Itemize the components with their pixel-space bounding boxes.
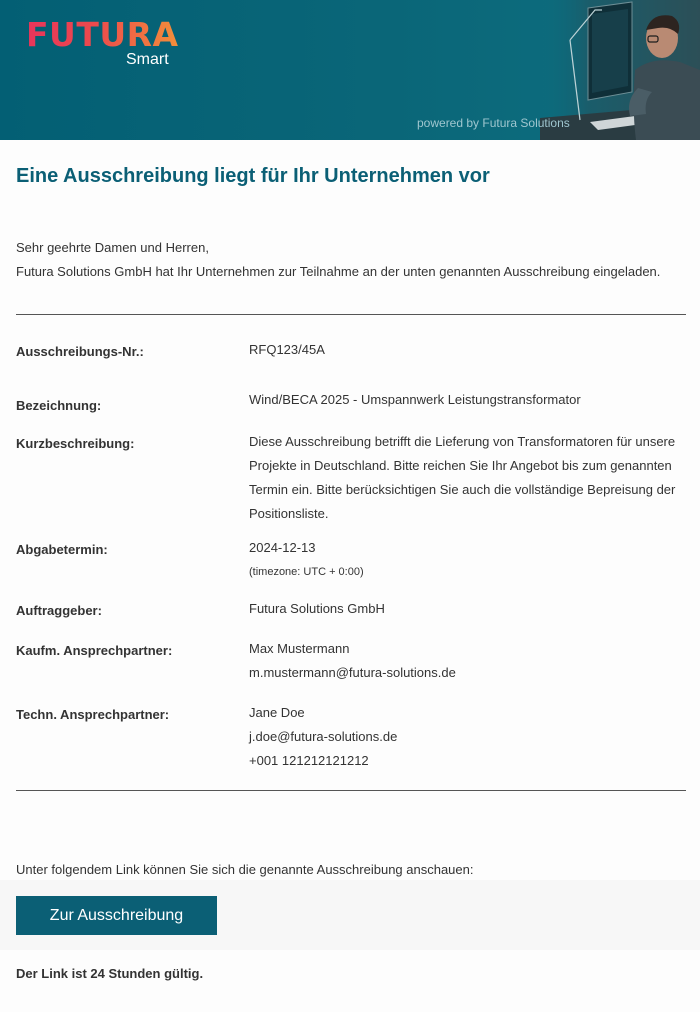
futura-smart-logo [26,15,179,68]
divider-top [16,314,686,315]
client-value: Futura Solutions GmbH [249,601,385,616]
title-value: Wind/BECA 2025 - Umspannwerk Leistungstransformator [249,392,581,407]
title-label: Bezeichnung: [16,398,102,413]
email-header-banner [0,0,700,140]
technical-contact-email[interactable]: j.doe@futura-solutions.de [249,729,398,744]
commercial-contact-email[interactable]: m.mustermann@futura-solutions.de [249,665,456,680]
open-tender-button[interactable]: Zur Ausschreibung [16,896,217,935]
commercial-contact-block [249,637,686,685]
powered-by-text: powered by Futura Solutions [417,116,570,130]
deadline-label: Abgabetermin: [16,542,108,557]
technical-contact-phone: +001 121212121212 [249,753,369,768]
rfq-value: RFQ123/45A [249,342,325,357]
divider-bottom [16,790,686,791]
salutation-text: Sehr geehrte Damen und Herren, [16,240,209,255]
deadline-date: 2024-12-13 [249,540,316,555]
link-intro-text: Unter folgendem Link können Sie sich die genannte Ausschreibung anschauen: [16,862,474,877]
technical-contact-label: Techn. Ansprechpartner: [16,707,170,722]
logo-wordmark: FUTURA [26,15,179,54]
client-label: Auftraggeber: [16,603,102,618]
rfq-label: Ausschreibungs-Nr.: [16,344,144,359]
summary-label: Kurzbeschreibung: [16,436,135,451]
link-validity-note: Der Link ist 24 Stunden gültig. [16,966,204,981]
email-headline: Eine Ausschreibung liegt für Ihr Unternehmen vor [16,165,490,187]
email-body [0,140,700,1012]
technical-contact-name: Jane Doe [249,705,305,720]
logo-subtitle: Smart [126,51,169,68]
summary-value: Diese Ausschreibung betrifft die Lieferung von Transformatoren für unsere Projekte in Deutschland. Bitte reichen Sie Ihr Angebot bis zum genannten Termin ein. Bitte berücksichtigen Sie auch die vollständige Bepreisung der Positionsliste. [249,434,676,521]
deadline-timezone: (timezone: UTC + 0:00) [249,566,364,578]
invitation-text: Futura Solutions GmbH hat Ihr Unternehmen zur Teilnahme an der unten genannten Ausschreibung eingeladen. [16,264,661,279]
commercial-contact-name: Max Mustermann [249,641,350,656]
technical-contact-block [249,701,686,773]
commercial-contact-label: Kaufm. Ansprechpartner: [16,643,173,658]
deadline-value-block [249,536,686,584]
greeting-block [16,236,686,284]
